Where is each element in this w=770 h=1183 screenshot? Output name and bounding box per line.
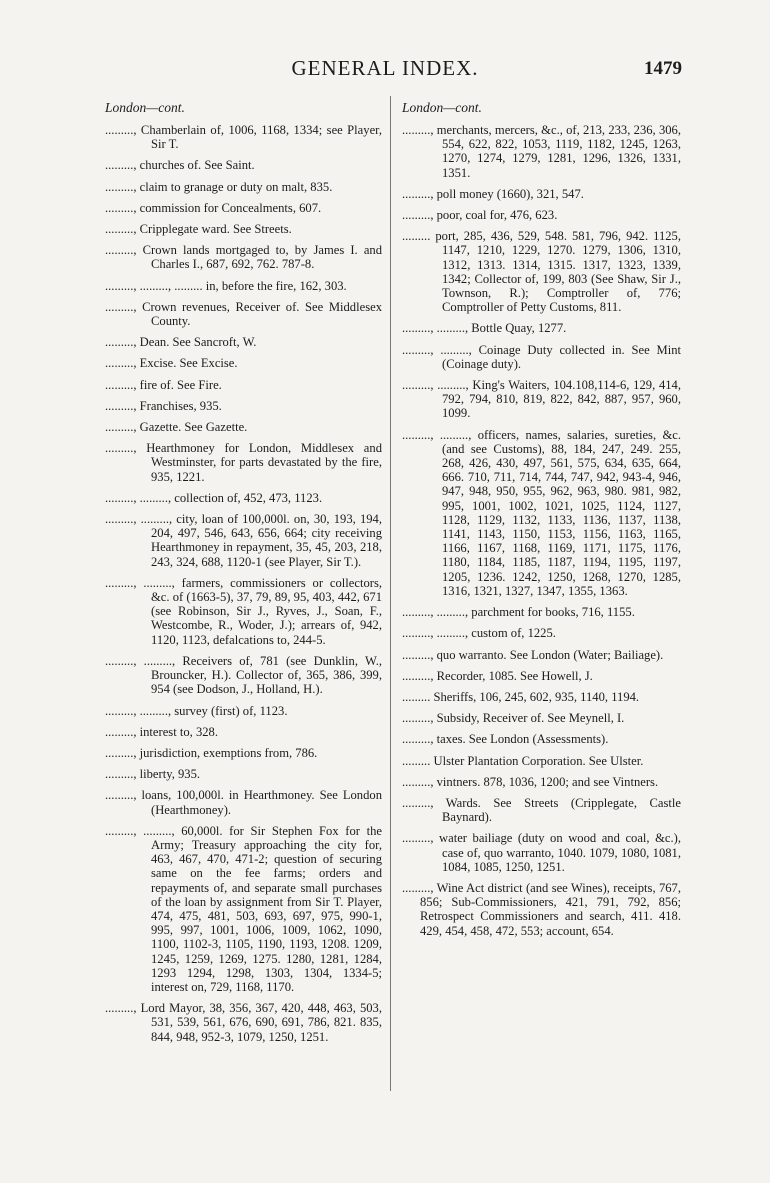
index-entry: ........., jurisdiction, exemptions from, 786. (105, 745, 318, 760)
index-entry: ........., ........., parchment for books, 716, 1155. (402, 605, 635, 620)
index-entry: ........., ........., Bottle Quay, 1277. (402, 321, 567, 336)
index-entry: ........., ........., Receivers of, 781 (see Dunklin, W., Brouncker, H.). Collector of, 365, 386, 399, 954 (see Dodson, J., Holland, H.). (105, 653, 382, 697)
index-entry: ........., Wine Act district (and see Wines), receipts, 767, 856; Sub-Commissioners, 421, 791, 792, 856; Retrospect Commissioners and search, 411. 418. 429, 454, 458, 472, 553; account, 654. (402, 880, 681, 938)
index-entry: ........., ........., custom of, 1225. (402, 626, 556, 641)
index-entry: ........., water bailiage (duty on wood and coal, &c.), case of, quo warranto, 1040. 1079, 1080, 1081, 1084, 1085, 1250, 1251. (402, 831, 681, 874)
index-entry: ........., ........., 60,000l. for Sir Stephen Fox for the Army; Treasury approaching the city for, 463, 467, 470, 471-2; question of securing same on the fee farms; orders and repayments of, and separate small purchases of the loan by assignment from Sir T. Player, 474, 475, 481, 503, 693, 697, 975, 990-1, 995, 997, 1001, 1006, 1009, 1062, 1090, 1100, 1102-3, 1105, 1190, 1193, 1208. 1209, 1245, 1259, 1269, 1275. 1280, 1281, 1284, 1293 1294, 1298, 1303, 1304, 1334-5; interest on, 729, 1168, 1170. (105, 823, 382, 994)
right-column-heading: London—cont. (402, 100, 482, 115)
index-entry: ........., ........., officers, names, salaries, sureties, &c. (and see Customs), 88, 184, 247, 249. 255, 268, 426, 430, 497, 561, 575, 634, 635, 664, 666. 710, 711, 714, 744, 747, 942, 943-4, 946, 947, 948, 950, 955, 962, 963, 980. 981, 982, 995, 1001, 1002, 1021, 1025, 1124, 1127, 1128, 1129, 1132, 1133, 1136, 1137, 1138, 1141, 1143, 1150, 1153, 1156, 1163, 1165, 1166, 1167, 1168, 1169, 1171, 1175, 1176, 1180, 1184, 1185, 1187, 1194, 1195, 1197, 1205, 1236. 1242, 1250, 1268, 1270, 1285, 1316, 1321, 1327, 1347, 1355, 1363. (402, 427, 681, 598)
running-title: GENERAL INDEX. (291, 56, 479, 80)
index-entry: ........., merchants, mercers, &c., of, 213, 233, 236, 306, 554, 622, 822, 1053, 1119, 1182, 1245, 1263, 1270, 1274, 1279, 1281, 1296, 1326, 1331, 1351. (402, 123, 681, 180)
index-entry: ........., Recorder, 1085. See Howell, J. (402, 668, 593, 683)
index-entry: ........., Hearthmoney for London, Middlesex and Westminster, for parts devastated by the fire, 935, 1221. (105, 441, 382, 484)
index-entry: ........., fire of. See Fire. (105, 377, 222, 392)
index-entry: ........., ........., survey (first) of, 1123. (105, 703, 288, 718)
index-entry: ........., taxes. See London (Assessments). (402, 732, 609, 747)
index-entry: ........., Franchises, 935. (105, 398, 222, 413)
index-entry: ........., Subsidy, Receiver of. See Meynell, I. (402, 711, 625, 726)
index-entry: ........., Crown lands mortgaged to, by James I. and Charles I., 687, 692, 762. 787-8. (105, 243, 382, 272)
index-entry: ......... Ulster Plantation Corporation. See Ulster. (402, 753, 644, 768)
index-entry: ........., ........., city, loan of 100,000l. on, 30, 193, 194, 204, 497, 546, 643, 656, 664; city receiving Hearthmoney in repayment, 35, 45, 203, 218, 243, 324, 688, 1120-1 (see Player, Sir T.). (105, 512, 382, 569)
index-entry: ........., ........., ......... in, before the fire, 162, 303. (105, 278, 347, 293)
index-entry: ........., poll money (1660), 321, 547. (402, 186, 584, 201)
right-entry-list (402, 123, 681, 938)
index-entry: ........., Excise. See Excise. (105, 356, 238, 371)
index-entry: ........., Lord Mayor, 38, 356, 367, 420, 448, 463, 503, 531, 539, 561, 676, 690, 691, 786, 821. 835, 844, 948, 952-3, 1079, 1250, 1251. (105, 1001, 382, 1044)
left-entry-list (105, 123, 382, 1044)
index-entry: ........., Gazette. See Gazette. (105, 420, 248, 435)
index-entry: ........., claim to granage or duty on malt, 835. (105, 179, 333, 194)
index-entry: ........., ........., King's Waiters, 104.108,114-6, 129, 414, 792, 794, 810, 819, 822, 842, 887, 957, 960, 1099. (402, 378, 681, 421)
index-entry: ........., Wards. See Streets (Cripplegate, Castle Baynard). (402, 795, 681, 825)
index-entry: ........., ........., farmers, commissioners or collectors, &c. of (1663-5), 37, 79, 89, 95, 403, 442, 671 (see Robinson, Sir J., Ryves, J., Soan, F., Westcombe, R., Woder, J.); arrears of, 942, 1120, 1123, defalcations to, 244-5. (105, 575, 382, 647)
index-entry: ........., ........., collection of, 452, 473, 1123. (105, 490, 323, 505)
index-entry: ........., ........., Coinage Duty collected in. See Mint (Coinage duty). (402, 342, 681, 371)
index-entry: ........., liberty, 935. (105, 767, 201, 782)
index-entry: ........., Crown revenues, Receiver of. See Middlesex County. (105, 299, 382, 329)
column-divider (390, 96, 391, 1091)
index-entry: ........., loans, 100,000l. in Hearthmoney. See London (Hearthmoney). (105, 788, 382, 817)
index-entry: ........., Chamberlain of, 1006, 1168, 1334; see Player, Sir T. (105, 123, 382, 152)
index-entry: ........., poor, coal for, 476, 623. (402, 208, 558, 223)
index-entry: ........., commission for Concealments, 607. (105, 200, 322, 215)
index-entry: ........., vintners. 878, 1036, 1200; and see Vintners. (402, 774, 659, 789)
page-number: 1479 (644, 58, 682, 79)
left-column-heading: London—cont. (105, 100, 185, 115)
left-column (105, 100, 382, 1051)
index-entry: ........., quo warranto. See London (Water; Bailiage). (402, 647, 664, 662)
right-column (402, 100, 681, 945)
index-entry: ........., Cripplegate ward. See Streets. (105, 222, 292, 237)
index-entry: ........., interest to, 328. (105, 724, 218, 739)
index-entry: ........., Dean. See Sancroft, W. (105, 335, 257, 350)
index-entry: ........., churches of. See Saint. (105, 158, 255, 173)
page-header (0, 56, 770, 86)
index-entry: ......... port, 285, 436, 529, 548. 581, 796, 942. 1125, 1147, 1210, 1229, 1270. 1279, 1306, 1310, 1312, 1313. 1314, 1315. 1317, 1323, 1339, 1342; Collector of, 199, 803 (See Shaw, Sir J., Townson, R.); Comptroller of, 776; Comptroller of Petty Customs, 811. (402, 229, 681, 315)
index-entry: ......... Sheriffs, 106, 245, 602, 935, 1140, 1194. (402, 689, 640, 704)
